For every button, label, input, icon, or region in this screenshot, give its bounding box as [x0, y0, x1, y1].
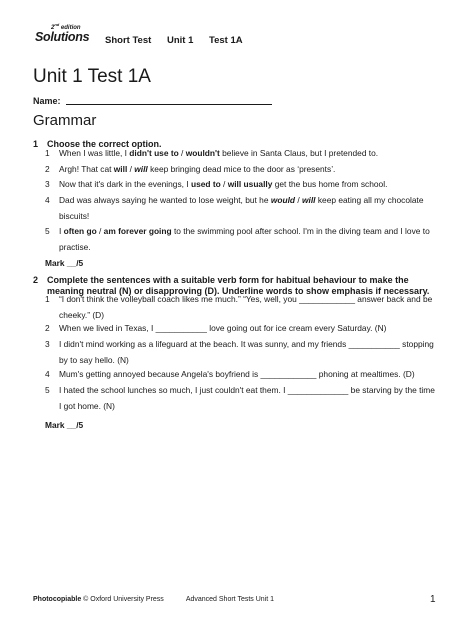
item-text: I didn't mind working as a lifeguard at the beach. It was sunny, and my friends ___________ stopping by to say hello. (N) — [59, 339, 434, 365]
section-title: Grammar — [33, 112, 97, 129]
option-separator: / — [295, 195, 303, 205]
item-number: 3 — [45, 179, 50, 189]
item-text — [59, 224, 439, 255]
page-title: Unit 1 Test 1A — [33, 66, 151, 87]
edition-suffix-sup: nd — [54, 22, 60, 27]
edition-word: edition — [59, 25, 81, 31]
q2-mark: Mark __/5 — [45, 420, 84, 430]
item-text — [59, 193, 439, 224]
page-footer — [33, 596, 274, 603]
option-a[interactable]: didn't use to — [129, 148, 179, 158]
item-text: When we lived in Texas, I ___________ love going out for ice cream every Saturday. (N) — [59, 323, 387, 333]
header-short-test: Short Test — [105, 35, 152, 46]
name-label: Name: — [33, 96, 61, 106]
item-text: I hated the school lunches so much, I just couldn't eat them. I _____________ be starving by the time I got home. (N) — [59, 385, 435, 411]
option-a[interactable]: will — [113, 164, 128, 174]
item-text-part: keep bringing dead mice to the door as ‘presents’. — [147, 164, 336, 174]
option-a[interactable]: used to — [190, 179, 221, 189]
option-b[interactable]: will — [134, 164, 148, 174]
edition-number: 2 — [51, 25, 55, 31]
q1-mark: Mark __/5 — [45, 258, 84, 268]
question-instruction: Complete the sentences with a suitable verb form for habitual behaviour to make the meaning neutral (N) or disapproving (D). Underline words to show emphasis if necessary. — [47, 275, 430, 296]
option-a[interactable]: would — [270, 195, 296, 205]
option-separator: / — [96, 226, 104, 236]
item-number: 1 — [45, 294, 50, 304]
item-number: 2 — [45, 164, 50, 174]
item-text-part: to the swimming pool after school. I'm in the diving team and I love to practise. — [59, 226, 430, 252]
page-number: 1 — [430, 594, 436, 605]
item-text — [59, 162, 439, 178]
item-text-part: believe in Santa Claus, but I pretended to. — [219, 148, 379, 158]
item-text-part: Dad was always saying he wanted to lose weight, but he — [59, 195, 271, 205]
item-number: 4 — [45, 195, 50, 205]
logo-brand: Solutions — [35, 30, 90, 44]
question-instruction: Choose the correct option. — [47, 139, 162, 149]
header-unit: Unit 1 — [167, 35, 194, 46]
item-number: 4 — [45, 369, 50, 379]
option-b[interactable]: will usually — [227, 179, 273, 189]
item-text: “I don't think the volleyball coach likes me much.” “Yes, well, you ____________ answer back and be cheeky.” (D) — [59, 294, 433, 320]
item-text: Mum's getting annoyed because Angela's boyfriend is ____________ phoning at mealtimes. (D) — [59, 369, 415, 379]
item-number: 1 — [45, 148, 50, 158]
footer-reference: Advanced Short Tests Unit 1 — [185, 596, 275, 603]
option-a[interactable]: often go — [63, 226, 97, 236]
question-number: 2 — [33, 275, 39, 285]
item-text-part: Now that it's dark in the evenings, I — [59, 179, 191, 189]
item-text-part: When I was little, I — [59, 148, 130, 158]
solutions-logo — [33, 22, 93, 52]
publisher-text: © Oxford University Press — [81, 596, 164, 603]
page-header — [33, 22, 453, 52]
option-b[interactable]: will — [302, 195, 316, 205]
option-separator: / — [178, 148, 186, 158]
item-text-part: get the bus home from school. — [272, 179, 388, 189]
option-b[interactable]: wouldn't — [185, 148, 220, 158]
option-b[interactable]: am forever going — [103, 226, 172, 236]
item-text — [59, 177, 439, 193]
item-text-part: Argh! That cat — [59, 164, 114, 174]
option-separator: / — [220, 179, 228, 189]
item-number: 2 — [45, 323, 50, 333]
header-test: Test 1A — [209, 35, 243, 46]
item-number: 3 — [45, 339, 50, 349]
item-number: 5 — [45, 226, 50, 236]
name-field[interactable] — [66, 104, 272, 105]
item-text — [59, 146, 439, 162]
photocopiable-label: Photocopiable — [33, 596, 82, 603]
option-separator: / — [127, 164, 135, 174]
question-number: 1 — [33, 139, 39, 149]
item-text-part: I — [59, 226, 64, 236]
item-text-part: keep eating all my chocolate biscuits! — [59, 195, 424, 221]
item-number: 5 — [45, 385, 50, 395]
